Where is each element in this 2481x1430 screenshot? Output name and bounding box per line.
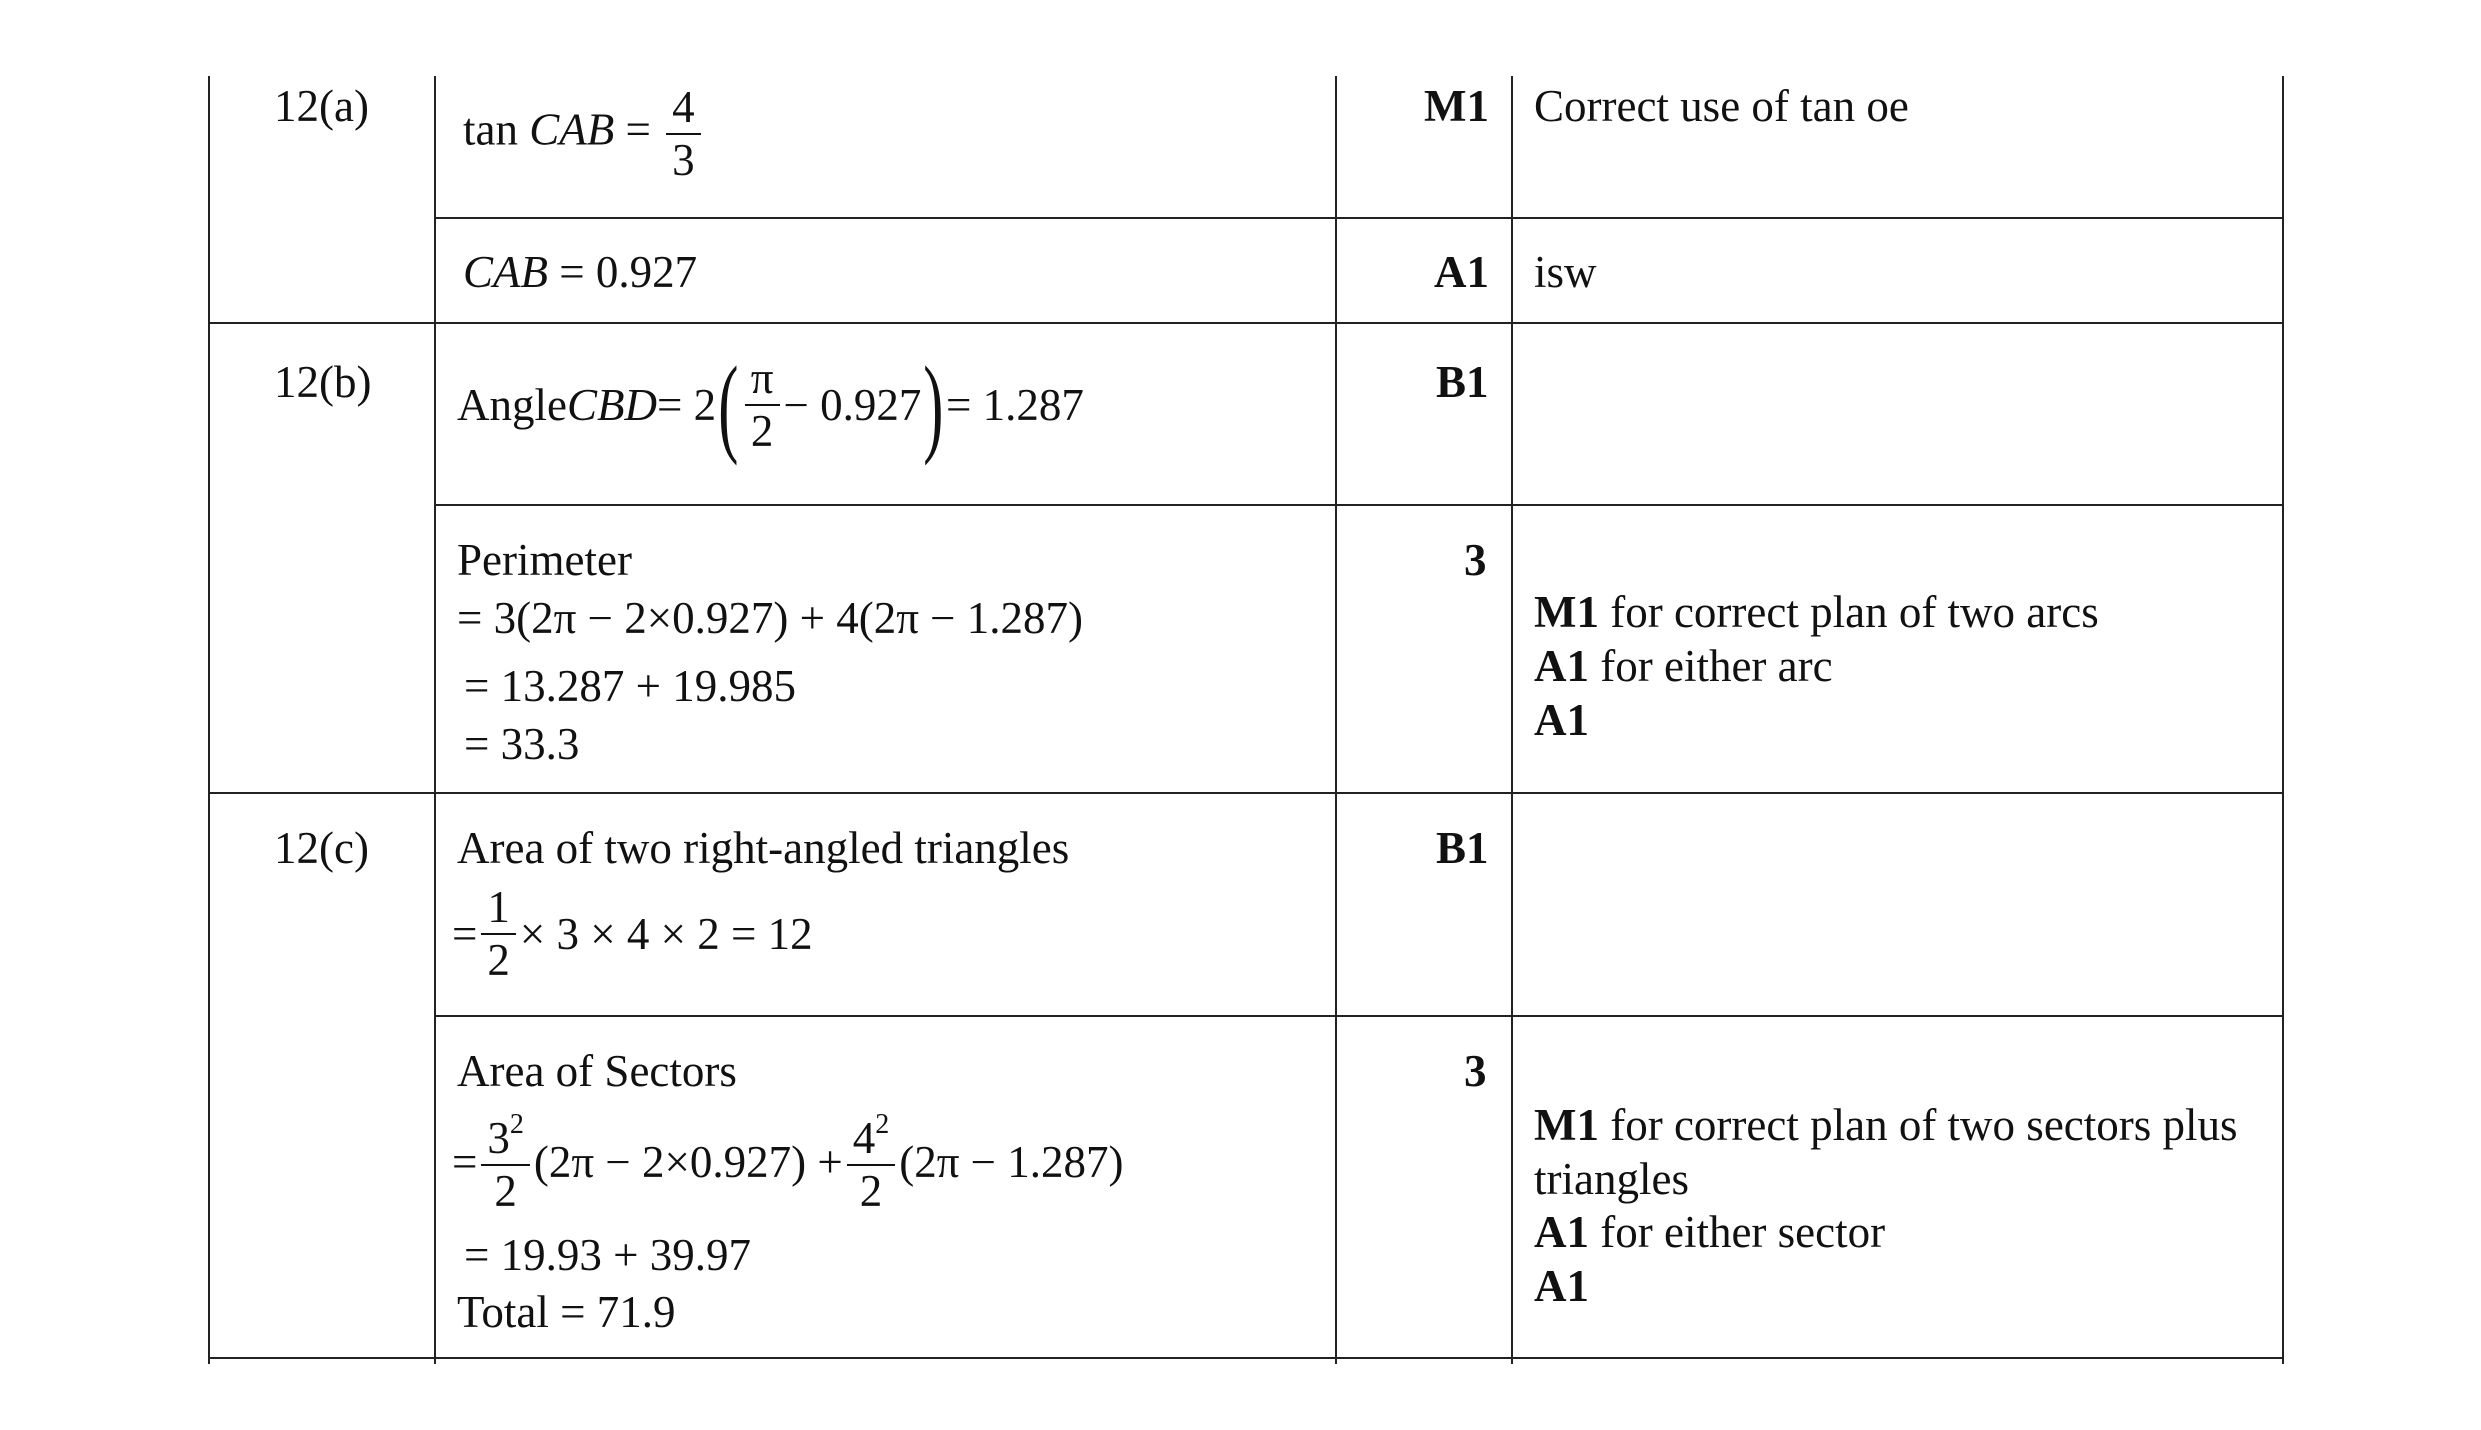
- base: 3: [487, 1113, 510, 1163]
- guidance-text: for either arc: [1589, 641, 1833, 691]
- left-paren: (: [718, 344, 739, 466]
- sectors-line-3: = 19.93 + 39.97: [464, 1230, 752, 1280]
- table-border-bottom: [208, 1357, 2284, 1359]
- table-col-divider-3: [1511, 76, 1513, 1364]
- mark-12a-1: M1: [1424, 81, 1489, 131]
- fraction-1-2: [481, 884, 516, 985]
- answer-angle-cbd: [457, 344, 1084, 466]
- guidance-text: for either sector: [1589, 1207, 1886, 1257]
- fraction-4-3: [666, 84, 701, 185]
- fraction-4sq-2: [847, 1110, 896, 1216]
- sectors-line-2: [452, 1110, 1124, 1216]
- exponent: 2: [875, 1109, 890, 1140]
- triangles-line-2: [452, 884, 813, 985]
- mark-code: A1: [1534, 641, 1589, 691]
- angle-prefix: Angle: [457, 379, 567, 430]
- guidance-12c-line-2: [1534, 1154, 1689, 1204]
- fraction-denominator: 2: [494, 1166, 517, 1217]
- row-divider-ab: [208, 322, 2284, 324]
- table-col-divider-2: [1335, 76, 1337, 1364]
- question-label-12b: 12(b): [274, 357, 372, 407]
- mark-code: A1: [1534, 695, 1589, 745]
- perimeter-line-3: = 13.287 + 19.985: [464, 661, 797, 711]
- table-border-right: [2282, 76, 2284, 1364]
- angle-var: CBD: [566, 379, 657, 430]
- guidance-text: triangles: [1534, 1154, 1689, 1204]
- row-divider-c-sub: [434, 1015, 2284, 1017]
- fraction-numerator: 4: [666, 84, 701, 135]
- guidance-12a-2: isw: [1534, 247, 1597, 297]
- guidance-text: for correct plan of two sectors plus: [1598, 1100, 2238, 1150]
- guidance-12b-line-2: [1534, 641, 1833, 691]
- first-bracket: (2π − 2×0.927) +: [533, 1137, 843, 1188]
- fraction-numerator: π: [745, 355, 780, 406]
- mark-12b-1: B1: [1436, 357, 1489, 407]
- question-label-12a: 12(a): [274, 81, 369, 131]
- result: = 1.287: [946, 379, 1084, 430]
- equals-two: = 2: [656, 379, 717, 430]
- fraction-denominator: 2: [859, 1166, 883, 1217]
- fraction-numerator: 1: [481, 884, 516, 935]
- answer-cab-value: [463, 247, 698, 297]
- fraction-pi-2: [745, 352, 780, 456]
- mark-code: M1: [1534, 1100, 1599, 1150]
- guidance-12a-1: Correct use of tan oe: [1534, 81, 1909, 131]
- guidance-12b-line-3: [1534, 695, 1589, 745]
- angle-var: CAB: [529, 104, 615, 155]
- mark-code: A1: [1534, 1261, 1589, 1311]
- row-divider-b-sub: [434, 504, 2284, 506]
- mark-12b-2: 3: [1464, 535, 1487, 585]
- fraction-denominator: 3: [672, 135, 695, 186]
- inner-term: − 0.927: [783, 379, 922, 430]
- second-bracket: (2π − 1.287): [899, 1137, 1124, 1188]
- mark-code: M1: [1534, 587, 1599, 637]
- triangles-line-1: Area of two right-angled triangles: [457, 823, 1070, 873]
- row-divider-bc: [208, 792, 2284, 794]
- mark-12a-2: A1: [1434, 247, 1489, 297]
- perimeter-line-4: = 33.3: [464, 719, 580, 769]
- fraction-numerator: [481, 1110, 530, 1166]
- answer-tan-cab: [463, 84, 705, 185]
- base: 4: [852, 1113, 876, 1163]
- mark-12c-2: 3: [1464, 1046, 1487, 1096]
- guidance-text: for correct plan of two arcs: [1598, 587, 2099, 637]
- equals: =: [614, 104, 663, 155]
- right-paren: ): [923, 344, 944, 466]
- fraction-3sq-2: [481, 1110, 530, 1216]
- fraction-numerator: [847, 1110, 896, 1166]
- equals: =: [452, 908, 478, 959]
- sectors-line-1: Area of Sectors: [457, 1046, 737, 1096]
- equals: =: [452, 1137, 478, 1188]
- table-col-divider-1: [434, 76, 436, 1364]
- perimeter-line-1: Perimeter: [457, 535, 632, 585]
- product: × 3 × 4 × 2 = 12: [519, 908, 813, 959]
- guidance-12c-line-1: [1534, 1100, 2238, 1150]
- row-divider-a-sub: [434, 217, 2284, 219]
- guidance-12c-line-4: [1534, 1261, 1589, 1311]
- guidance-12c-line-3: [1534, 1207, 1886, 1257]
- guidance-12b-line-1: [1534, 587, 2099, 637]
- exponent: 2: [509, 1109, 524, 1140]
- tan-label: tan: [463, 104, 530, 155]
- fraction-denominator: 2: [750, 406, 774, 456]
- fraction-denominator: 2: [487, 935, 510, 986]
- sectors-line-4: Total = 71.9: [457, 1287, 676, 1337]
- table-border-left: [208, 76, 210, 1364]
- value: = 0.927: [548, 247, 698, 297]
- question-label-12c: 12(c): [274, 823, 369, 873]
- angle-var: CAB: [463, 247, 548, 297]
- mark-code: A1: [1534, 1207, 1589, 1257]
- perimeter-line-2: = 3(2π − 2×0.927) + 4(2π − 1.287): [457, 593, 1084, 643]
- mark-12c-1: B1: [1436, 823, 1489, 873]
